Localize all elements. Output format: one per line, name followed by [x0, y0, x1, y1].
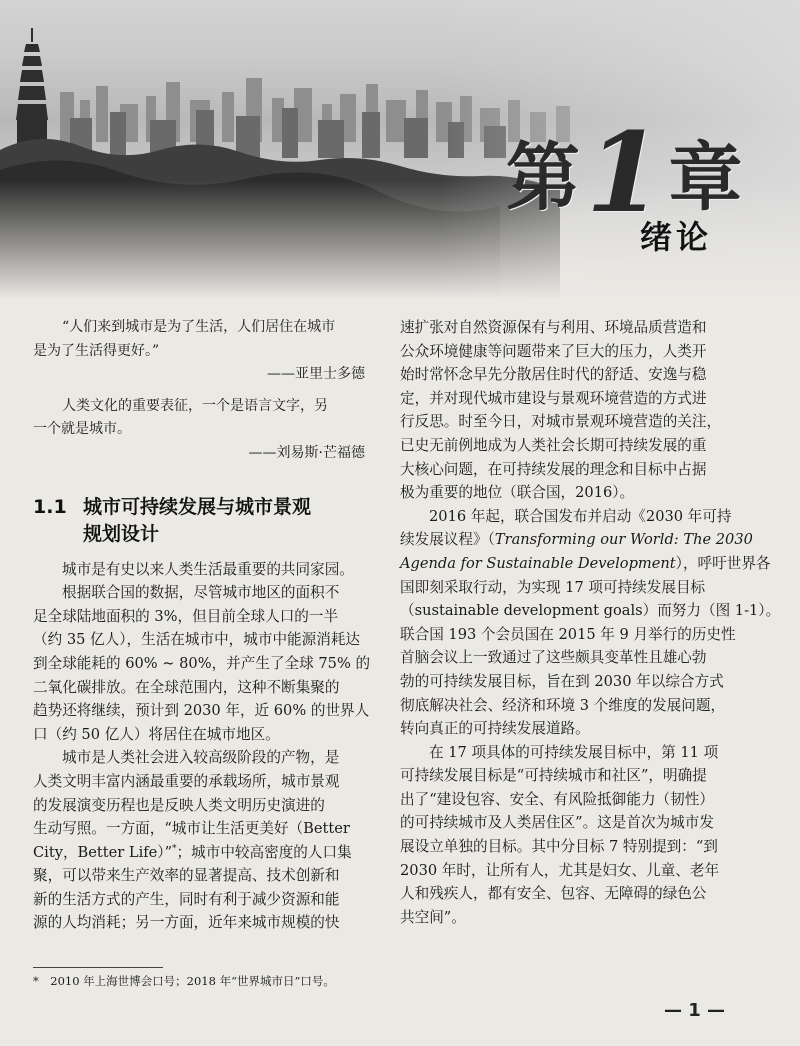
paragraph-line: 聚，可以带来生产效率的显著提高、技术创新和	[33, 867, 340, 885]
chapter-number: 1	[586, 108, 665, 237]
paragraph-text: 续发展议程》（	[400, 531, 495, 549]
paragraph-line: 新的生活方式的产生，同时有利于减少资源和能	[33, 890, 340, 908]
paragraph-line: （约 35 亿人），生活在城市中，城市中能源消耗达	[33, 631, 361, 649]
paragraph-line: 速扩张对自然资源保有与利用、环境品质营造和	[400, 319, 707, 336]
agenda-title-english: Agenda for Sustainable Development	[400, 554, 676, 572]
paragraph-line: 2030 年时，让所有人，尤其是妇女、儿童、老年	[400, 861, 720, 879]
slogan-text: City，Better Life）”	[33, 843, 173, 861]
paragraph-line: 口（约 50 亿人）将居住在城市地区。	[33, 725, 280, 743]
paragraph-line: 城市是有史以来人类生活最重要的共同家园。	[62, 560, 354, 578]
footnote: * 2010 年上海世博会口号；2018 年“世界城市日”口号。	[33, 974, 335, 988]
page-number: — 1 —	[664, 1000, 726, 1021]
footnote-divider	[33, 967, 163, 968]
paragraph-line: 大核心问题，在可持续发展的理念和目标中占据	[400, 460, 707, 478]
epigraph-line: “人们来到城市是为了生活，人们居住在城市	[62, 319, 336, 335]
paragraph-line	[400, 528, 753, 552]
paragraph-line	[33, 841, 369, 865]
paragraph-line: 2016 年起，联合国发布并启动《2030 年可持	[429, 507, 732, 525]
paragraph-line: 定，并对现代城市建设与景观环境营造的方式进	[400, 389, 707, 407]
paragraph-line: 根据联合国的数据，尽管城市地区的面积不	[62, 584, 340, 602]
paragraph-line: 的可持续城市及人类居住区”。这是首次为城市发	[400, 814, 714, 832]
epigraph-line: 是为了生活得更好。”	[33, 342, 160, 359]
epigraph-line: 人类文化的重要表征，一个是语言文字，另	[62, 397, 328, 414]
paragraph-line: （sustainable development goals）而努力（图 1-1）。	[400, 602, 781, 620]
paragraph-line: 二氧化碳排放。在全球范围内，这种不断集聚的	[33, 678, 340, 696]
paragraph-line: 行反思。时至今日，对城市景观环境营造的关注，	[400, 413, 722, 431]
chapter-prefix: 第	[506, 135, 582, 221]
section-number: 1.1	[33, 495, 67, 518]
paragraph-line: 到全球能耗的 60% ~ 80%，并产生了全球 75% 的	[33, 654, 371, 672]
chapter-title: 绪论	[640, 218, 713, 256]
paragraph-line: 在 17 项具体的可持续发展目标中，第 11 项	[429, 743, 719, 761]
paragraph-text: ；城市中较高密度的人口集	[176, 843, 352, 861]
paragraph-line: 勃的可持续发展目标，旨在到 2030 年以综合方式	[400, 672, 724, 690]
paragraph-line: 始时常怀念早先分散居住时代的舒适、安逸与稳	[400, 366, 707, 384]
paragraph-line: 公众环境健康等问题带来了巨大的压力，人类开	[400, 342, 707, 360]
paragraph-line: 趋势还将继续，预计到 2030 年，近 60% 的世界人	[33, 702, 370, 720]
section-title-line: 规划设计	[83, 522, 160, 545]
paragraph-line: 极为重要的地位（联合国，2016）。	[400, 484, 635, 502]
right-column	[400, 316, 781, 929]
left-column	[33, 316, 369, 935]
paragraph-line: 可持续发展目标是“可持续城市和社区”，明确提	[400, 767, 707, 785]
paragraph-line: 源的人均消耗；另一方面，近年来城市规模的快	[33, 914, 340, 932]
section-heading	[33, 494, 369, 548]
paragraph-line: 彻底解决社会、经济和环境 3 个维度的发展问题，	[400, 696, 726, 714]
footnote-marker: *	[172, 843, 177, 854]
paragraph-line: 联合国 193 个会员国在 2015 年 9 月举行的历史性	[400, 625, 736, 643]
paragraph-line: 足全球陆地面积的 3%，但目前全球人口的一半	[33, 607, 339, 625]
paragraph-line: 生动写照。一方面，“城市让生活更美好（Better	[33, 820, 350, 838]
epigraph-line: 一个就是城市。	[33, 421, 131, 438]
epigraph-attribution: ——刘易斯·芒福德	[248, 444, 365, 461]
paragraph-line: 国即刻采取行动，为实现 17 项可持续发展目标	[400, 578, 706, 596]
paragraph-line: 城市是人类社会进入较高级阶段的产物，是	[62, 749, 340, 767]
chapter-suffix: 章	[668, 135, 745, 221]
chapter-header-banner	[0, 0, 800, 300]
paragraph-line: 人类文明丰富内涵最重要的承载场所，城市景观	[33, 772, 340, 790]
paragraph-line: 出了“建设包容、安全、有风险抵御能力（韧性）	[400, 790, 714, 808]
section-title-line: 城市可持续发展与城市景观	[83, 495, 312, 518]
agenda-title-english: Transforming our World: The 2030	[494, 531, 753, 549]
paragraph-line: 共空间”。	[400, 908, 466, 926]
paragraph-line: 已史无前例地成为人类社会长期可持续发展的重	[400, 436, 707, 454]
paragraph-line: 的发展演变历程也是反映人类文明历史演进的	[33, 796, 325, 814]
epigraph-attribution: ——亚里士多德	[267, 366, 365, 383]
paragraph-line: 首脑会议上一致通过了这些颇具变革性且雄心勃	[400, 649, 707, 667]
paragraph-text: ），呼吁世界各	[675, 554, 771, 572]
paragraph-line	[400, 552, 771, 576]
paragraph-line: 转向真正的可持续发展道路。	[400, 720, 590, 738]
paragraph-line: 人和残疾人，都有安全、包容、无障碍的绿色公	[400, 885, 707, 903]
paragraph-line: 展设立单独的目标。其中分目标 7 特别提到：“到	[400, 838, 718, 856]
